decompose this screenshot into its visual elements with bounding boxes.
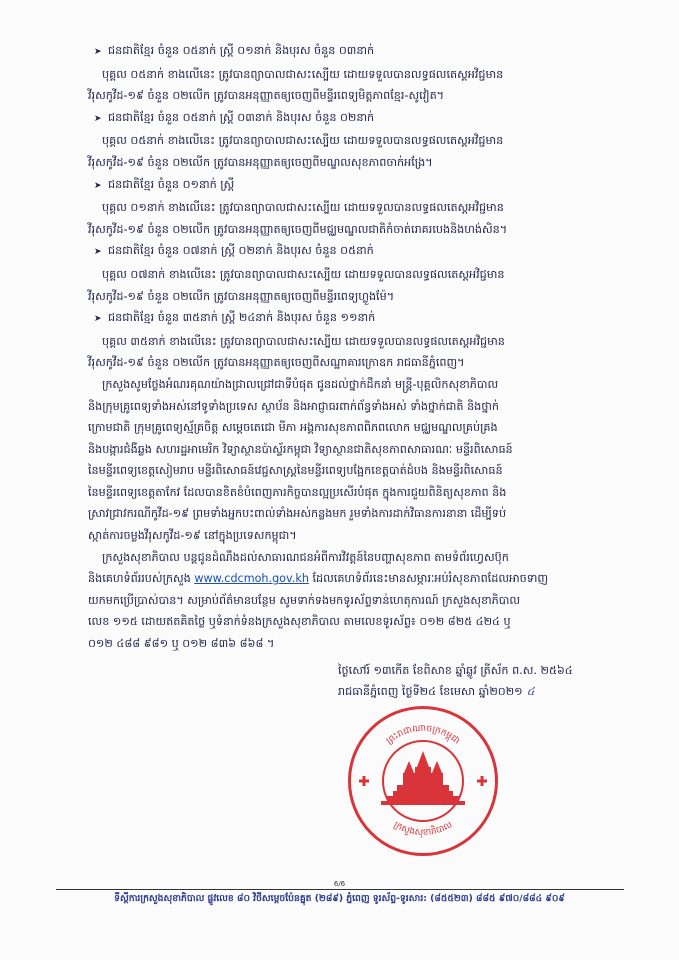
seal-bottom-text: ក្រសួងសុខាភិបាល xyxy=(391,820,455,839)
bullet-text: ជនជាតិខ្មែរ ចំនួន ៣៥នាក់ ស្ត្រី ២៤នាក់ និងបុរស ចំនួន ១១នាក់ xyxy=(108,311,376,325)
ministry-seal xyxy=(348,706,498,856)
body-line: វីរុសកូវីដ-១៩ ចំនួន ០២លើក ត្រូវបានអនុញ្ញាតឲ្យចេញពីមន្ទីរពេទ្យហ្លួងម៉ែ។ xyxy=(88,289,395,303)
bullet-text: ជនជាតិខ្មែរ ចំនួន ០៧នាក់ ស្ត្រី ០២នាក់ និងបុរស ចំនួន ០៥នាក់ xyxy=(108,244,374,258)
solar-date xyxy=(338,681,573,702)
date-block xyxy=(338,660,573,702)
body-line xyxy=(88,240,640,264)
body-line xyxy=(88,40,640,64)
body-line: និងក្រុមគ្រូពេទ្យទាំងអស់នៅទូទាំងប្រទេស ស្ថាប័ន និងអាជ្ញាធរពាក់ព័ន្ធទាំងអស់ ទាំងថ្នាក់ជាតិ និងថ្នាក់ xyxy=(88,399,500,413)
body-line: ក្រោមជាតិ ក្រុមគ្រូពេទ្យស្ម័គ្រចិត្ត សម្តេចតេជោ មីភា អង្គការសុខភាពពិភពលោក មជ្ឈមណ្ឌលគ្រប់គ្រង xyxy=(88,421,498,435)
body-line: ក្រសួងសុខាភិបាល បន្តជូនដំណឹងដល់សាធារណជនអំពីការវិវត្តន៍នៃបញ្ហាសុខភាព តាមទំព័រហ្វេសប៊ុក xyxy=(102,550,509,564)
line-text: ដែលគេហទំព័រនេះមានសម្ភារៈអប់រំសុខភាពដែលអាចទាញ xyxy=(308,572,549,586)
body-line: បុគ្គល ០៧នាក់ ខាងលើនេះ ត្រូវបានព្យាបាលជាសះស្បើយ ដោយទទួលបានលទ្ធផលតេស្តអវិជ្ជមាន xyxy=(102,267,505,281)
body-line xyxy=(88,174,640,198)
body-line: បុគ្គល ០៥នាក់ ខាងលើនេះ ត្រូវបានព្យាបាលជាសះស្បើយ ដោយទទួលបានលទ្ធផលតេស្តអវិជ្ជមាន xyxy=(102,67,504,81)
body-line: បុគ្គល ០៥នាក់ ខាងលើនេះ ត្រូវបានព្យាបាលជាសះស្បើយ ដោយទទួលបានលទ្ធផលតេស្តអវិជ្ជមាន xyxy=(102,134,504,148)
angkor-temple-icon xyxy=(381,751,465,805)
body-line: វីរុសកូវីដ-១៩ ចំនួន ០២លើក ត្រូវបានអនុញ្ញាតឲ្យចេញពីសណ្ឋាគារក្រោឧក រាជធានីភ្នំពេញ។ xyxy=(88,356,465,370)
footer-contact: ទីស្តីការក្រសួងសុខាភិបាល ផ្លូវលេខ ៨០ វិថីសម្តេចប៉ែនគ្នុត (២៨៩) ភ្នំពេញ ទូរស័ព្ទ-ទូរសារ: (៨៥៥២៣) ៨៨៥ ៩៧០/៨៨៤ ៩០៩ xyxy=(114,893,565,904)
lunar-date: ថ្ងៃសៅរ៍ ១៣កើត ខែពិសាខ ឆ្នាំឆ្លូវ ត្រីស័ក ព.ស. ២៥៦៤ xyxy=(338,664,573,677)
body-line xyxy=(88,307,640,331)
page-number: 6/6 xyxy=(333,880,346,888)
bullet-arrow-icon: ➤ xyxy=(94,47,102,57)
website-link[interactable]: www.cdcmoh.gov.kh xyxy=(194,572,309,586)
bullet-text: ជនជាតិខ្មែរ ចំនួន ០៥នាក់ ស្ត្រី ០៣នាក់ និងបុរស ចំនួន ០២នាក់ xyxy=(108,110,375,124)
body-line: ០១២ ៤៨៨ ៩៨១ ឬ ០១២ ៨៣៦ ៨៦៨ ។ xyxy=(88,637,275,651)
body-line xyxy=(88,107,640,131)
document-body xyxy=(88,40,640,655)
body-line: យកមកប្រើប្រាស់បាន។ សម្រាប់ព័ត៌មានបន្ថែម សូមទាក់ទងមកទូរស័ព្ទទាន់ហេតុការណ៍ ក្រសួងសុខាភិបាល xyxy=(88,593,521,607)
bullet-text: ជនជាតិខ្មែរ ចំនួន ០៥នាក់ ស្ត្រី ០១នាក់ និងបុរស ចំនួន ០៣នាក់ xyxy=(108,44,375,57)
body-line: វីរុសកូវីដ-១៩ ចំនួន ០២លើក ត្រូវបានអនុញ្ញាតឲ្យចេញពីមណ្ឌលសុខភាពចាក់អង្រែ។ xyxy=(88,155,433,169)
body-line: បុគ្គល ៣៥នាក់ ខាងលើនេះ ត្រូវបានព្យាបាលជាសះស្បើយ ដោយទទួលបានលទ្ធផលតេស្តអវិជ្ជមាន xyxy=(102,334,505,348)
body-line: លេខ ១១៥ ដោយឥតគិតថ្លៃ ឬទំនាក់ទំនងក្រសួងសុខាភិបាល តាមលេខទូរស័ព្ទ៖ ០១២ ៨២៥ ៤២៤ ឬ xyxy=(88,615,511,629)
line-text: និងគេហទំព័ររបស់ក្រសួង xyxy=(88,572,195,586)
seal-graphic xyxy=(351,709,495,853)
body-line: ក្រសួងសូមថ្លែងអំណរគុណយ៉ាងជ្រាលជ្រៅជាទីបំផុត ជូនដល់ថ្នាក់ដឹកនាំ មន្ត្រី-បុគ្គលិកសុខាភិបាល xyxy=(102,377,499,391)
svg-text:ក្រសួងសុខាភិបាល xyxy=(392,820,455,838)
bullet-text: ជនជាតិខ្មែរ ចំនួន ០១នាក់ ស្ត្រី xyxy=(108,177,235,191)
svg-text:ព្រះរាជាណាចក្រកម្ពុជា xyxy=(385,724,462,747)
bullet-arrow-icon: ➤ xyxy=(94,113,102,124)
body-line: និងបង្ការជំងឺឆ្លង សហរដ្ឋអាមេរិក វិទ្យាស្ថានប៉ាស្ទ័រកម្ពុជា វិទ្យាស្ថានជាតិសុខភាពសាធារណៈ មន្ទីរពិសោធន៍ xyxy=(88,442,513,456)
body-line: ស្កាត់ការចម្លងវីរុសកូវីដ-១៩ នៅក្នុងប្រទេសកម្ពុជា។ xyxy=(88,529,297,543)
body-line: បុគ្គល ០១នាក់ ខាងលើនេះ ត្រូវបានព្យាបាលជាសះស្បើយ ដោយទទួលបានលទ្ធផលតេស្តអវិជ្ជមាន xyxy=(102,201,504,215)
body-line: វីរុសកូវីដ-១៩ ចំនួន ០២លើក ត្រូវបានអនុញ្ញាតឲ្យចេញពីមជ្ឈមណ្ឌលជាតិកំចាត់រោគរបេងនិងហង់សិន។ xyxy=(88,222,508,236)
body-line: នៃមន្ទីរពេទ្យខេត្តតាកែវ ដែលបានខិតខំបំពេញភារកិច្ចបានល្អប្រសើរបំផុត ក្នុងការជួយពិនិត្យសុខភាព និង xyxy=(88,485,507,499)
footer-divider xyxy=(56,889,624,890)
body-line: ស្រាវជ្រាវករណីកូវីដ-១៩ ព្រមទាំងអ្នកបះពាល់ទាំងអស់កន្លងមក រួមទាំងការដាក់វិធានការនានា ដើម្បីទប់ xyxy=(88,507,507,521)
body-line: នៃមន្ទីរពេទ្យខេត្តសៀមរាប មន្ទីរពិសោធន៍វេជ្ជសាស្ត្រនៃមន្ទីរពេទ្យបង្អែកខេត្តបាត់ដំបង និងមន្ទីរពិសោធន៍ xyxy=(88,464,503,478)
signature-mark: ៤ xyxy=(526,685,535,698)
body-line xyxy=(88,568,640,590)
bullet-arrow-icon: ➤ xyxy=(94,180,102,191)
body-line: វីរុសកូវីដ-១៩ ចំនួន ០២លើក ត្រូវបានអនុញ្ញាតឲ្យចេញពីមន្ទីរពេទ្យមិត្តភាពខ្មែរ-សូវៀត។ xyxy=(88,89,445,103)
seal-top-text: ព្រះរាជាណាចក្រកម្ពុជា xyxy=(384,723,462,747)
bullet-arrow-icon: ➤ xyxy=(94,247,102,258)
solar-date-text: រាជធានីភ្នំពេញ ថ្ងៃទី២៤ ខែមេសា ឆ្នាំ២០២១ xyxy=(338,685,523,698)
bullet-arrow-icon: ➤ xyxy=(94,314,102,325)
